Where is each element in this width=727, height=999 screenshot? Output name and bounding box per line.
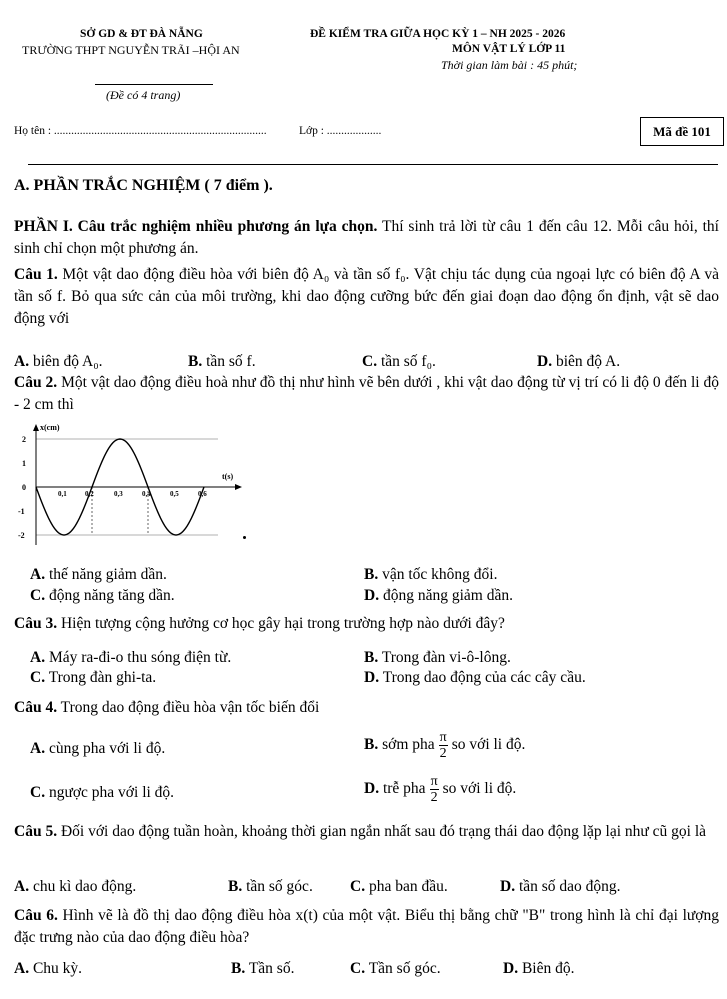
q1-label: Câu 1.	[14, 266, 58, 283]
y-tick-minus-1: -1	[18, 507, 25, 516]
q5-option-c: C. pha ban đầu.	[350, 878, 448, 895]
pi-over-2-fraction: $\frac{\pi}{2}$	[430, 774, 438, 805]
exam-code-box: Mã đề 101	[640, 117, 724, 146]
y-axis-label: x(cm)	[40, 423, 60, 432]
school-name: TRƯỜNG THPT NGUYỄN TRÃI –HỘI AN	[22, 43, 240, 57]
x-axis-label: t(s)	[222, 472, 234, 481]
q2-option-c: C. động năng tăng dần.	[30, 587, 175, 604]
question-4: Câu 4. Trong dao động điều hòa vận tốc biến đổi	[14, 699, 320, 716]
x-tick-0.5: 0,5	[170, 490, 179, 498]
q5-option-a: A. chu kì dao động.	[14, 878, 137, 895]
x-axis-arrow	[235, 484, 242, 490]
subject-title: MÔN VẬT LÝ LỚP 11	[452, 43, 566, 55]
x-tick-0.4: 0,4	[142, 490, 151, 498]
q4-option-d: D. trễ pha $\frac{\pi}{2}$ so với li độ.	[364, 774, 517, 805]
q2-text: Một vật dao động điều hoà như đồ thị như hình vẽ bên dưới , khi vật dao động từ vị trí có li độ 0 đến li độ - 2 cm thì	[14, 374, 719, 413]
q4-option-c: C. ngược pha với li độ.	[30, 784, 175, 801]
q6-option-b: B. Tần số.	[231, 960, 295, 977]
q1-option-c: C. tần số f₀.	[362, 353, 436, 370]
x-tick-0.1: 0,1	[58, 490, 67, 498]
displacement-time-graph	[18, 421, 248, 553]
q4-option-a: A. cùng pha với li độ.	[30, 740, 166, 757]
x-tick-0.6: 0,6	[198, 490, 207, 498]
section-a-title: A. PHẦN TRẮC NGHIỆM ( 7 điểm ).	[14, 177, 273, 194]
student-name-field: Họ tên : ..........................................................................	[14, 125, 267, 137]
q6-option-d: D. Biên độ.	[503, 960, 575, 977]
q1-text: Một vật dao động điều hòa với biên độ A₀ và tần số f₀. Vật chịu tác dụng của ngoại lực có biên độ A và tần số f. Bỏ qua sức cản của môi trường, khi dao động cưỡng bức đến giai đoạn dao động ổn định, vật sẽ dao động với	[14, 266, 719, 327]
y-tick-minus-2: -2	[18, 531, 25, 540]
stray-dot	[243, 536, 246, 539]
q6-option-c: C. Tần số góc.	[350, 960, 441, 977]
q3-option-d: D. Trong dao động của các cây cầu.	[364, 669, 586, 686]
part1-instruction-text: Thí sinh trả lời từ câu 1 đến câu 12. Mỗi câu hỏi, thí sinh chỉ chọn một phương án.	[14, 218, 719, 257]
pi-over-2-fraction: $\frac{\pi}{2}$	[439, 730, 447, 761]
q3-option-a: A. Máy ra-đi-o thu sóng điện từ.	[30, 649, 232, 666]
y-axis-arrow	[33, 424, 39, 431]
q2-option-a: A. thế năng giảm dần.	[30, 566, 167, 583]
question-6: Câu 6. Hình vẽ là đồ thị dao động điều hòa x(t) của một vật. Biểu thị bằng chữ "B" trong hình là chỉ đại lượng đặc trưng nào của dao động điều hòa?	[14, 907, 719, 946]
q1-option-a: A. biên độ A₀.	[14, 353, 103, 370]
x-tick-0.3: 0,3	[114, 490, 123, 498]
y-tick-2: 2	[22, 435, 26, 444]
pages-note: (Đề có 4 trang)	[106, 88, 181, 102]
part1-instructions	[14, 216, 719, 260]
q1-option-b: B. tần số f.	[188, 353, 256, 370]
q4-option-b: B. sớm pha $\frac{\pi}{2}$ so với li độ.	[364, 730, 526, 761]
q3-option-b: B. Trong đàn vi-ô-lông.	[364, 649, 511, 666]
x-tick-0.2: 0,2	[85, 490, 94, 498]
q3-option-c: C. Trong đàn ghi-ta.	[30, 669, 157, 686]
q5-option-d: D. tần số dao động.	[500, 878, 621, 895]
y-tick-1: 1	[22, 459, 26, 468]
q2-label: Câu 2.	[14, 374, 58, 391]
q1-option-d: D. biên độ A.	[537, 353, 621, 370]
class-field: Lớp : ...................	[299, 125, 382, 137]
q2-option-b: B. vận tốc không đổi.	[364, 566, 498, 583]
question-5: Câu 5. Đối với dao động tuần hoàn, khoảng thời gian ngắn nhất sau đó trạng thái dao động lặp lại như cũ gọi là	[14, 823, 707, 840]
y-tick-0: 0	[22, 483, 26, 492]
q2-option-d: D. động năng giảm dần.	[364, 587, 513, 604]
exam-time: Thời gian làm bài : 45 phút;	[441, 58, 578, 72]
question-1	[14, 264, 719, 330]
part1-title: PHẦN I. Câu trắc nghiệm nhiều phương án lựa chọn.	[14, 218, 378, 235]
question-2	[14, 372, 719, 416]
exam-title: ĐỀ KIỂM TRA GIỮA HỌC KỲ 1 – NH 2025 - 2026	[310, 28, 566, 40]
department-name: SỞ GD & ĐT ĐÀ NẴNG	[80, 28, 203, 40]
question-3: Câu 3. Hiện tượng cộng hưởng cơ học gây hại trong trường hợp nào dưới đây?	[14, 615, 505, 632]
q5-option-b: B. tần số góc.	[228, 878, 313, 895]
header-bottom-rule	[28, 164, 718, 165]
header-divider-left	[95, 84, 213, 85]
q6-option-a: A. Chu kỳ.	[14, 960, 83, 977]
